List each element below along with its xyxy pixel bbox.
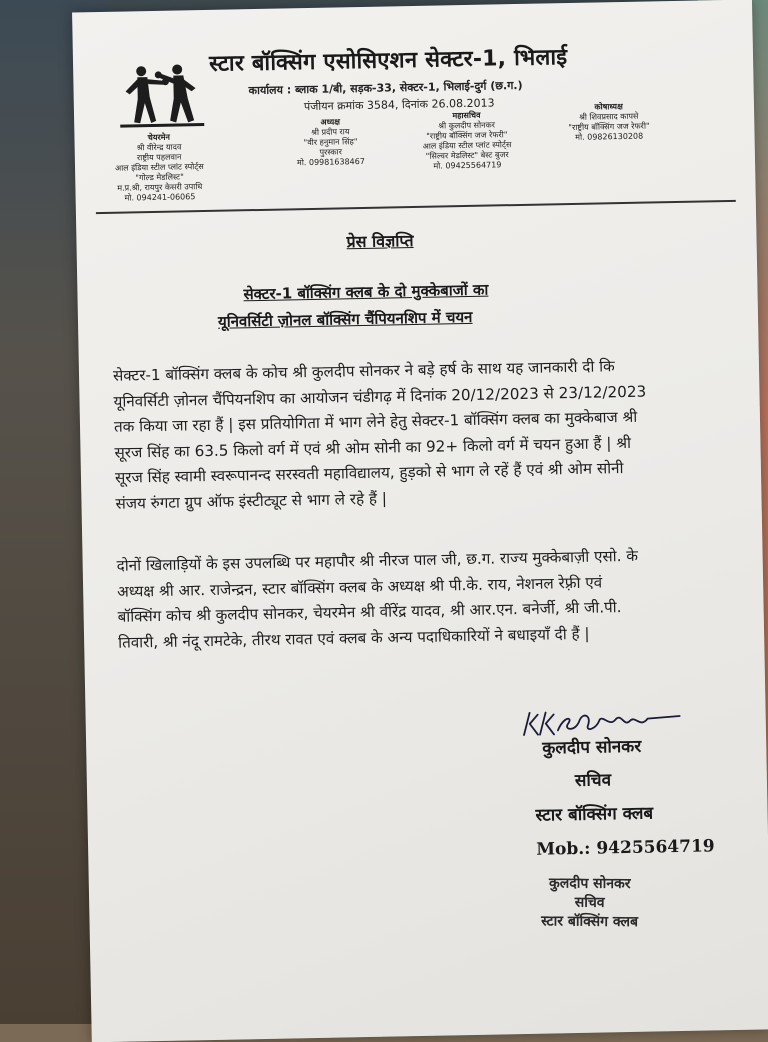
paragraph-line: अध्यक्ष श्री आर. राजेन्द्रन, स्टार बॉक्सिंग क्लब के अध्यक्ष श्री पी.के. राय, नेशनल रेफ़्री एवं xyxy=(117,572,603,601)
official-line: मो. 09425564719 xyxy=(433,160,502,171)
official-treasurer xyxy=(568,101,650,143)
paragraph-1 xyxy=(113,352,746,517)
signatory-role: सचिव xyxy=(574,770,612,792)
paragraph-line: बॉक्सिंग कोच श्री कुलदीप सोनकर, चेयरमेन श्री वींरेंद्र यादव, श्री आर.एन. बनेर्जी, श्री जी.पी. xyxy=(117,598,622,626)
paragraph-line: सूरज सिंह स्वामी स्वरूपानन्द सरस्वती महाविद्यालय, हुड़को से भाग ले रहें हैं एवं श्री ओम सोनी xyxy=(114,459,624,487)
official-role: कोषाध्यक्ष xyxy=(594,101,623,112)
paragraph-line: दोनों खिलाड़ियों के इस उपलब्धि पर महापौर श्री नीरज पाल जी, छ.ग. राज्य मुक्केबाज़ी एसो. के xyxy=(116,546,639,575)
official-role: महासचिव xyxy=(452,110,481,121)
headline-line-2: यूनिवर्सिटी ज़ोनल बॉक्सिंग चैंपियनशिप में चयन xyxy=(217,307,473,331)
official-stamp xyxy=(541,874,638,932)
signatory-mobile: Mob.: 9425564719 xyxy=(536,836,715,860)
official-line: मो. 09981638467 xyxy=(296,156,365,168)
boxers-logo-icon xyxy=(115,60,208,132)
paragraph-line: यूनिवर्सिटी ज़ोनल चैंपियनशिप का आयोजन चंडीगढ़ में दिनांक 20/12/2023 से 23/12/2023 xyxy=(113,382,647,411)
official-chairman xyxy=(114,132,204,204)
official-line: म.प्र.श्री, रायपुर केसरी उपाधि xyxy=(117,182,203,193)
paragraph-line: सेक्टर-1 बॉक्सिंग क्लब के कोच श्री कुलदीप सोनकर ने बड़े हर्ष के साथ यह जानकारी दी कि xyxy=(112,357,615,385)
headline-line-1: सेक्टर-1 बॉक्सिंग क्लब के दो मुक्केबाजों का xyxy=(243,280,489,304)
official-line: आल इंडिया स्टील प्लांट स्पोर्ट्स xyxy=(114,162,204,173)
letter-page xyxy=(72,0,768,1042)
official-line: "राष्ट्रीय बॉक्सिंग जज रेफरी" xyxy=(568,121,650,133)
official-line: "वीर हनुमान सिंह" xyxy=(303,137,358,148)
official-role: अध्यक्ष xyxy=(320,117,341,127)
official-general-secretary xyxy=(422,110,512,172)
paragraph-line: तक किया जा रहा हैं | इस प्रतियोगिता में भाग लेने हेतु सेक्टर-1 बॉक्सिंग क्लब का मुक्केबाज श्री xyxy=(113,407,638,436)
office-address: कार्यालय : ब्लाक 1/बी, सड़क-33, सेक्टर-1, भिलाई-दुर्ग (छ.ग.) xyxy=(248,78,523,98)
official-line: "गोल्ड मेडलिस्ट" xyxy=(135,172,184,183)
paragraph-line: संजय रुंगटा ग्रुप ऑफ इंस्टीट्यूट से भाग ले रहे हैं | xyxy=(115,489,388,513)
official-line: श्री वीरेन्द्र यादव xyxy=(136,142,182,153)
official-line: "सिल्वर मेडलिस्ट" बेस्ट बुजर xyxy=(425,150,509,161)
stamp-line: स्टार बॉक्सिंग क्लब xyxy=(541,913,639,931)
paragraph-line: सूरज सिंह का 63.5 किलो वर्ग में एवं श्री ओम सोनी का 92+ किलो वर्ग में चयन हुआ हैं | श्री xyxy=(114,433,632,462)
official-line: "राष्ट्रीय बॉक्सिंग जज रेफरी" xyxy=(426,130,508,141)
registration-number: पंजीयन क्रमांक 3584, दिनांक 26.08.2013 xyxy=(303,96,495,114)
official-role: चेयरमेन xyxy=(147,132,171,143)
official-line: पुरस्कार xyxy=(319,147,343,157)
official-line: मो. 094241-06065 xyxy=(124,192,196,203)
official-president xyxy=(296,117,365,168)
document-label: प्रेस विज्ञप्ति xyxy=(346,231,414,252)
stamp-line: कुलदीप सोनकर xyxy=(549,875,631,893)
official-line: श्री शिवप्रसाद कापसे xyxy=(579,111,639,122)
stamp-line: सचिव xyxy=(574,894,605,911)
organization-name: स्टार बॉक्सिंग एसोसिएशन सेक्टर-1, भिलाई xyxy=(208,45,568,77)
paragraph-2 xyxy=(116,542,748,656)
signatory-name: कुलदीप सोनकर xyxy=(542,736,642,759)
official-line: मो. 09826130208 xyxy=(575,131,644,142)
official-line: राष्ट्रीय पहलवान xyxy=(136,152,182,163)
official-line: श्री प्रदीप राय xyxy=(311,127,350,137)
paragraph-line: तिवारी, श्री नंदू रामटेके, तीरथ रावत एवं क्लब के अन्य पदाधिकारियों ने बधाइयाँ दी हैं | xyxy=(117,624,590,652)
signatory-club: स्टार बॉक्सिंग क्लब xyxy=(535,803,654,826)
official-line: श्री कुलदीप सोनकर xyxy=(438,120,496,131)
official-line: आल इंडिया स्टील प्लांट स्पोर्ट्स xyxy=(422,140,512,151)
